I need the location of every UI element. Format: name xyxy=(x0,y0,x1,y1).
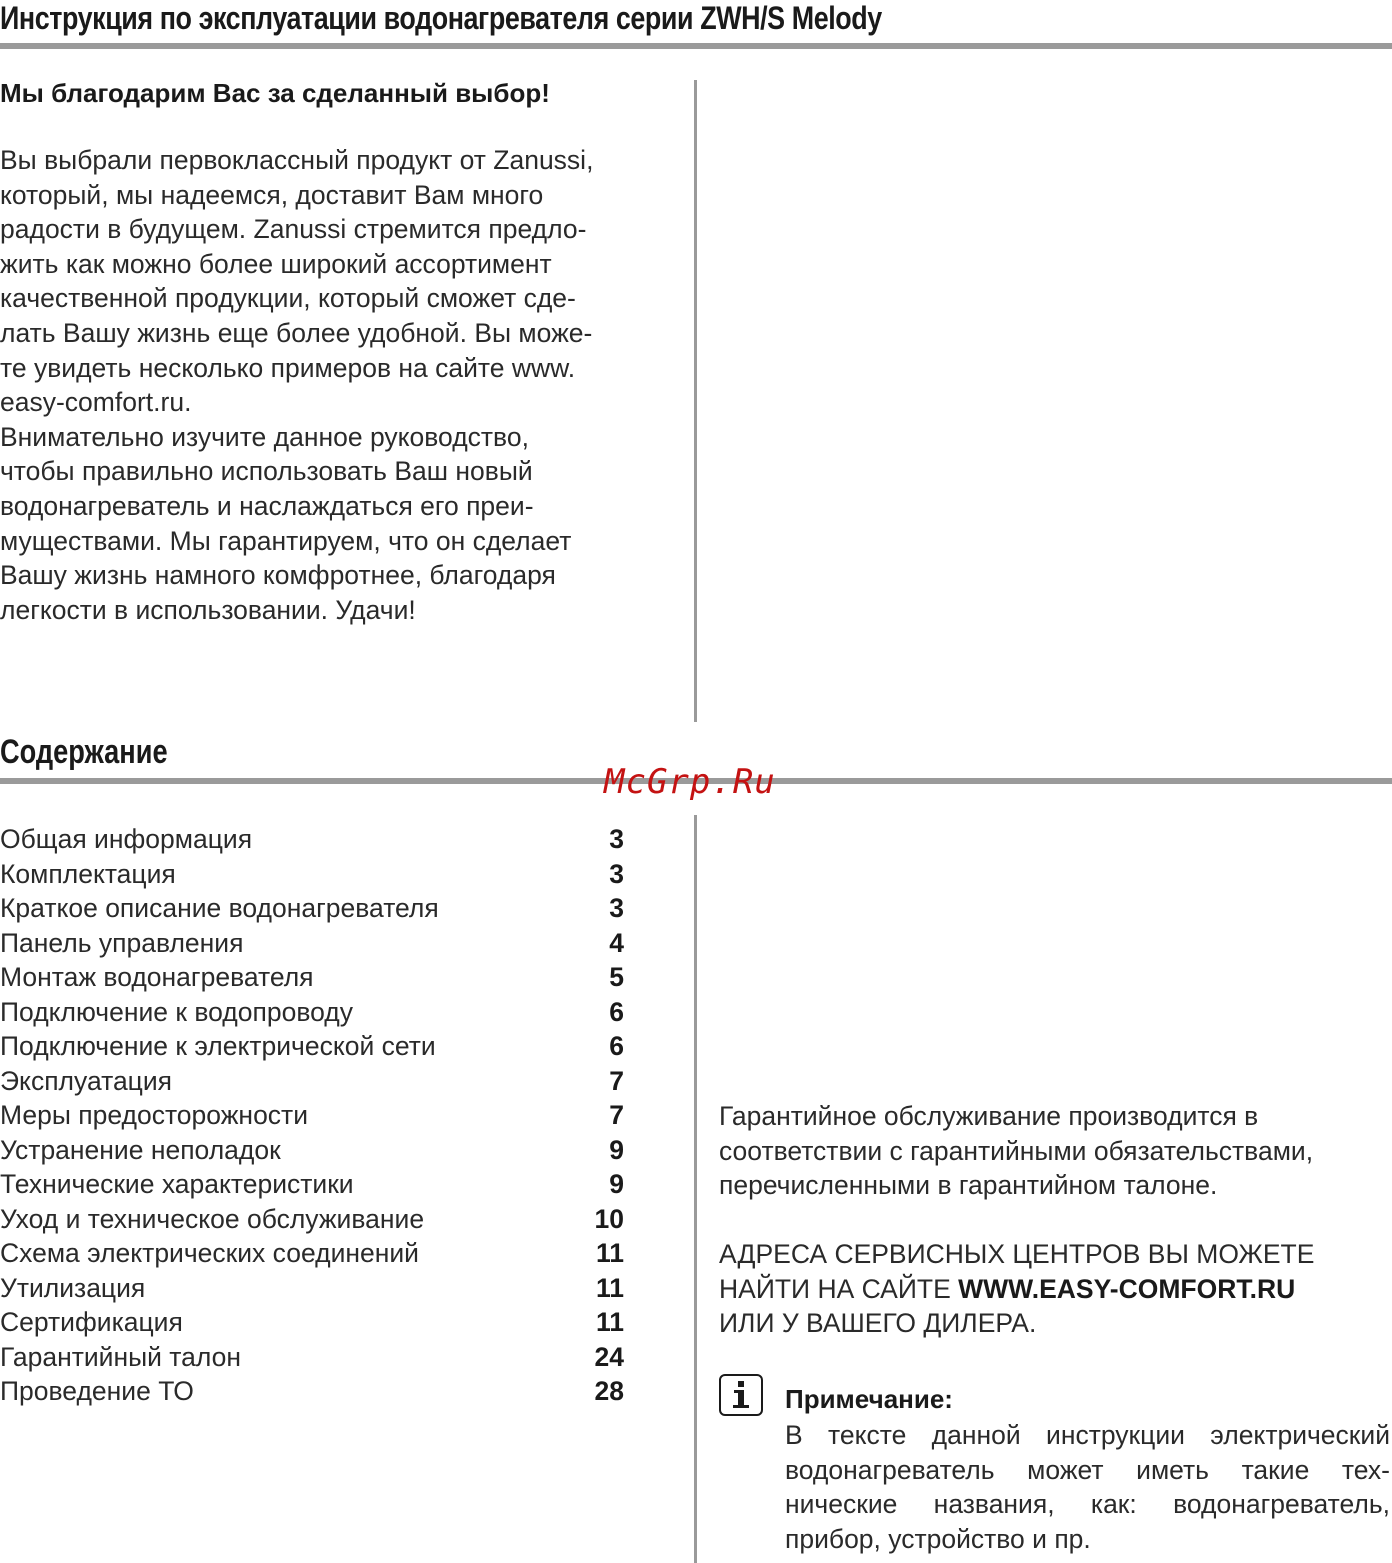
toc-item[interactable] xyxy=(0,822,640,857)
toc-label: Проведение ТО xyxy=(0,1376,194,1406)
contents-title: Содержание xyxy=(0,733,168,771)
toc-item[interactable] xyxy=(0,1167,640,1202)
toc-page-number: 10 xyxy=(594,1203,624,1234)
intro-line: качественной продукции, который сможет сде- xyxy=(0,283,576,314)
toc-page-number: 9 xyxy=(609,1169,624,1199)
toc-label: Утилизация xyxy=(0,1272,146,1303)
toc-page-number: 6 xyxy=(609,996,624,1027)
toc-item[interactable] xyxy=(0,995,640,1030)
warranty-paragraph xyxy=(719,1099,1392,1203)
toc-item[interactable] xyxy=(0,1305,640,1340)
toc-label: Устранение неполадок xyxy=(0,1134,281,1165)
toc-item[interactable] xyxy=(0,1064,640,1099)
table-of-contents xyxy=(0,822,640,1409)
intro-paragraph xyxy=(0,143,670,627)
toc-item[interactable] xyxy=(0,1236,640,1271)
toc-item[interactable] xyxy=(0,1271,640,1306)
toc-label: Технические характеристики xyxy=(0,1169,354,1199)
note-line: прибор, устройство и пр. xyxy=(785,1523,1091,1554)
toc-page-number: 11 xyxy=(595,1238,624,1268)
toc-label: Монтаж водонагревателя xyxy=(0,962,314,992)
toc-page-number: 3 xyxy=(609,893,624,923)
intro-line: который, мы надеемся, доставит Вам много xyxy=(0,179,544,210)
toc-page-number: 3 xyxy=(609,858,624,889)
toc-page-number: 9 xyxy=(609,1134,624,1165)
toc-label: Эксплуатация xyxy=(0,1065,173,1096)
toc-page-number: 28 xyxy=(594,1376,624,1406)
intro-line: Вы выбрали первоклассный продукт от Zanussi, xyxy=(0,145,594,175)
toc-page-number: 11 xyxy=(595,1307,624,1337)
toc-page-number: 24 xyxy=(594,1341,624,1372)
column-divider-bottom xyxy=(694,815,697,1563)
toc-item[interactable] xyxy=(0,926,640,961)
warranty-line: Гарантийное обслуживание производится в xyxy=(719,1101,1259,1131)
service-line-prefix: НАЙТИ НА САЙТЕ xyxy=(719,1273,959,1304)
toc-label: Уход и техническое обслуживание xyxy=(0,1203,425,1234)
toc-label: Подключение к электрической сети xyxy=(0,1031,436,1061)
note-paragraph xyxy=(785,1418,1390,1556)
toc-item[interactable] xyxy=(0,1133,640,1168)
intro-line: easy-comfort.ru. xyxy=(0,387,192,418)
intro-line: муществами. Мы гарантируем, что он сделает xyxy=(0,525,572,556)
toc-page-number: 3 xyxy=(609,824,624,854)
intro-line: Вашу жизнь намного комфротнее, благодаря xyxy=(0,560,556,591)
service-line xyxy=(719,1272,1392,1307)
page-title: Инструкция по эксплуатации водонагревателя серии ZWH/S Melody xyxy=(0,0,882,36)
warranty-line: соответствии с гарантийными обязательствами, xyxy=(719,1135,1314,1166)
note-line: водонагреватель может иметь такие тех- xyxy=(785,1454,1390,1485)
toc-label: Схема электрических соединений xyxy=(0,1238,419,1268)
toc-label: Гарантийный талон xyxy=(0,1341,242,1372)
toc-label: Комплектация xyxy=(0,858,176,889)
note-heading: Примечание: xyxy=(785,1384,953,1414)
service-line: ИЛИ У ВАШЕГО ДИЛЕРА. xyxy=(719,1308,1037,1339)
toc-page-number: 7 xyxy=(609,1100,624,1130)
intro-line: Внимательно изучите данное руководство, xyxy=(0,421,529,452)
intro-line: лать Вашу жизнь еще более удобной. Вы може- xyxy=(0,317,593,348)
toc-item[interactable] xyxy=(0,1340,640,1375)
toc-label: Панель управления xyxy=(0,927,244,958)
toc-item[interactable] xyxy=(0,1029,640,1064)
toc-item[interactable] xyxy=(0,1098,640,1133)
intro-line: легкости в использовании. Удачи! xyxy=(0,594,416,625)
service-centers-paragraph xyxy=(719,1237,1392,1341)
toc-page-number: 5 xyxy=(609,962,624,992)
toc-page-number: 6 xyxy=(609,1031,624,1061)
toc-item[interactable] xyxy=(0,891,640,926)
service-line: АДРЕСА СЕРВИСНЫХ ЦЕНТРОВ ВЫ МОЖЕТЕ xyxy=(719,1239,1315,1269)
toc-label: Подключение к водопроводу xyxy=(0,996,353,1027)
toc-label: Краткое описание водонагревателя xyxy=(0,893,439,923)
header-divider xyxy=(0,43,1392,49)
website-link[interactable]: WWW.EASY-COMFORT.RU xyxy=(958,1273,1296,1304)
toc-item[interactable] xyxy=(0,1374,640,1409)
toc-page-number: 11 xyxy=(595,1272,624,1303)
toc-item[interactable] xyxy=(0,1202,640,1237)
toc-label: Сертификация xyxy=(0,1307,183,1337)
toc-item[interactable] xyxy=(0,960,640,995)
toc-item[interactable] xyxy=(0,857,640,892)
toc-page-number: 7 xyxy=(609,1065,624,1096)
info-icon xyxy=(719,1374,763,1416)
intro-line: те увидеть несколько примеров на сайте www. xyxy=(0,352,576,383)
intro-line: водонагреватель и наслаждаться его преи- xyxy=(0,490,534,521)
column-divider-top xyxy=(694,80,697,722)
greeting-heading: Мы благодарим Вас за сделанный выбор! xyxy=(0,78,550,108)
intro-line: жить как можно более широкий ассортимент xyxy=(0,248,552,279)
watermark: McGrp.Ru xyxy=(604,762,776,802)
warranty-line: перечисленными в гарантийном талоне. xyxy=(719,1170,1218,1201)
note-line: нические названия, как: водонагреватель, xyxy=(785,1489,1390,1520)
toc-label: Общая информация xyxy=(0,824,253,854)
toc-page-number: 4 xyxy=(609,927,624,958)
intro-line: чтобы правильно использовать Ваш новый xyxy=(0,456,533,487)
intro-line: радости в будущем. Zanussi стремится предло- xyxy=(0,214,587,245)
note-line: В тексте данной инструкции электрический xyxy=(785,1420,1390,1450)
toc-label: Меры предосторожности xyxy=(0,1100,308,1130)
